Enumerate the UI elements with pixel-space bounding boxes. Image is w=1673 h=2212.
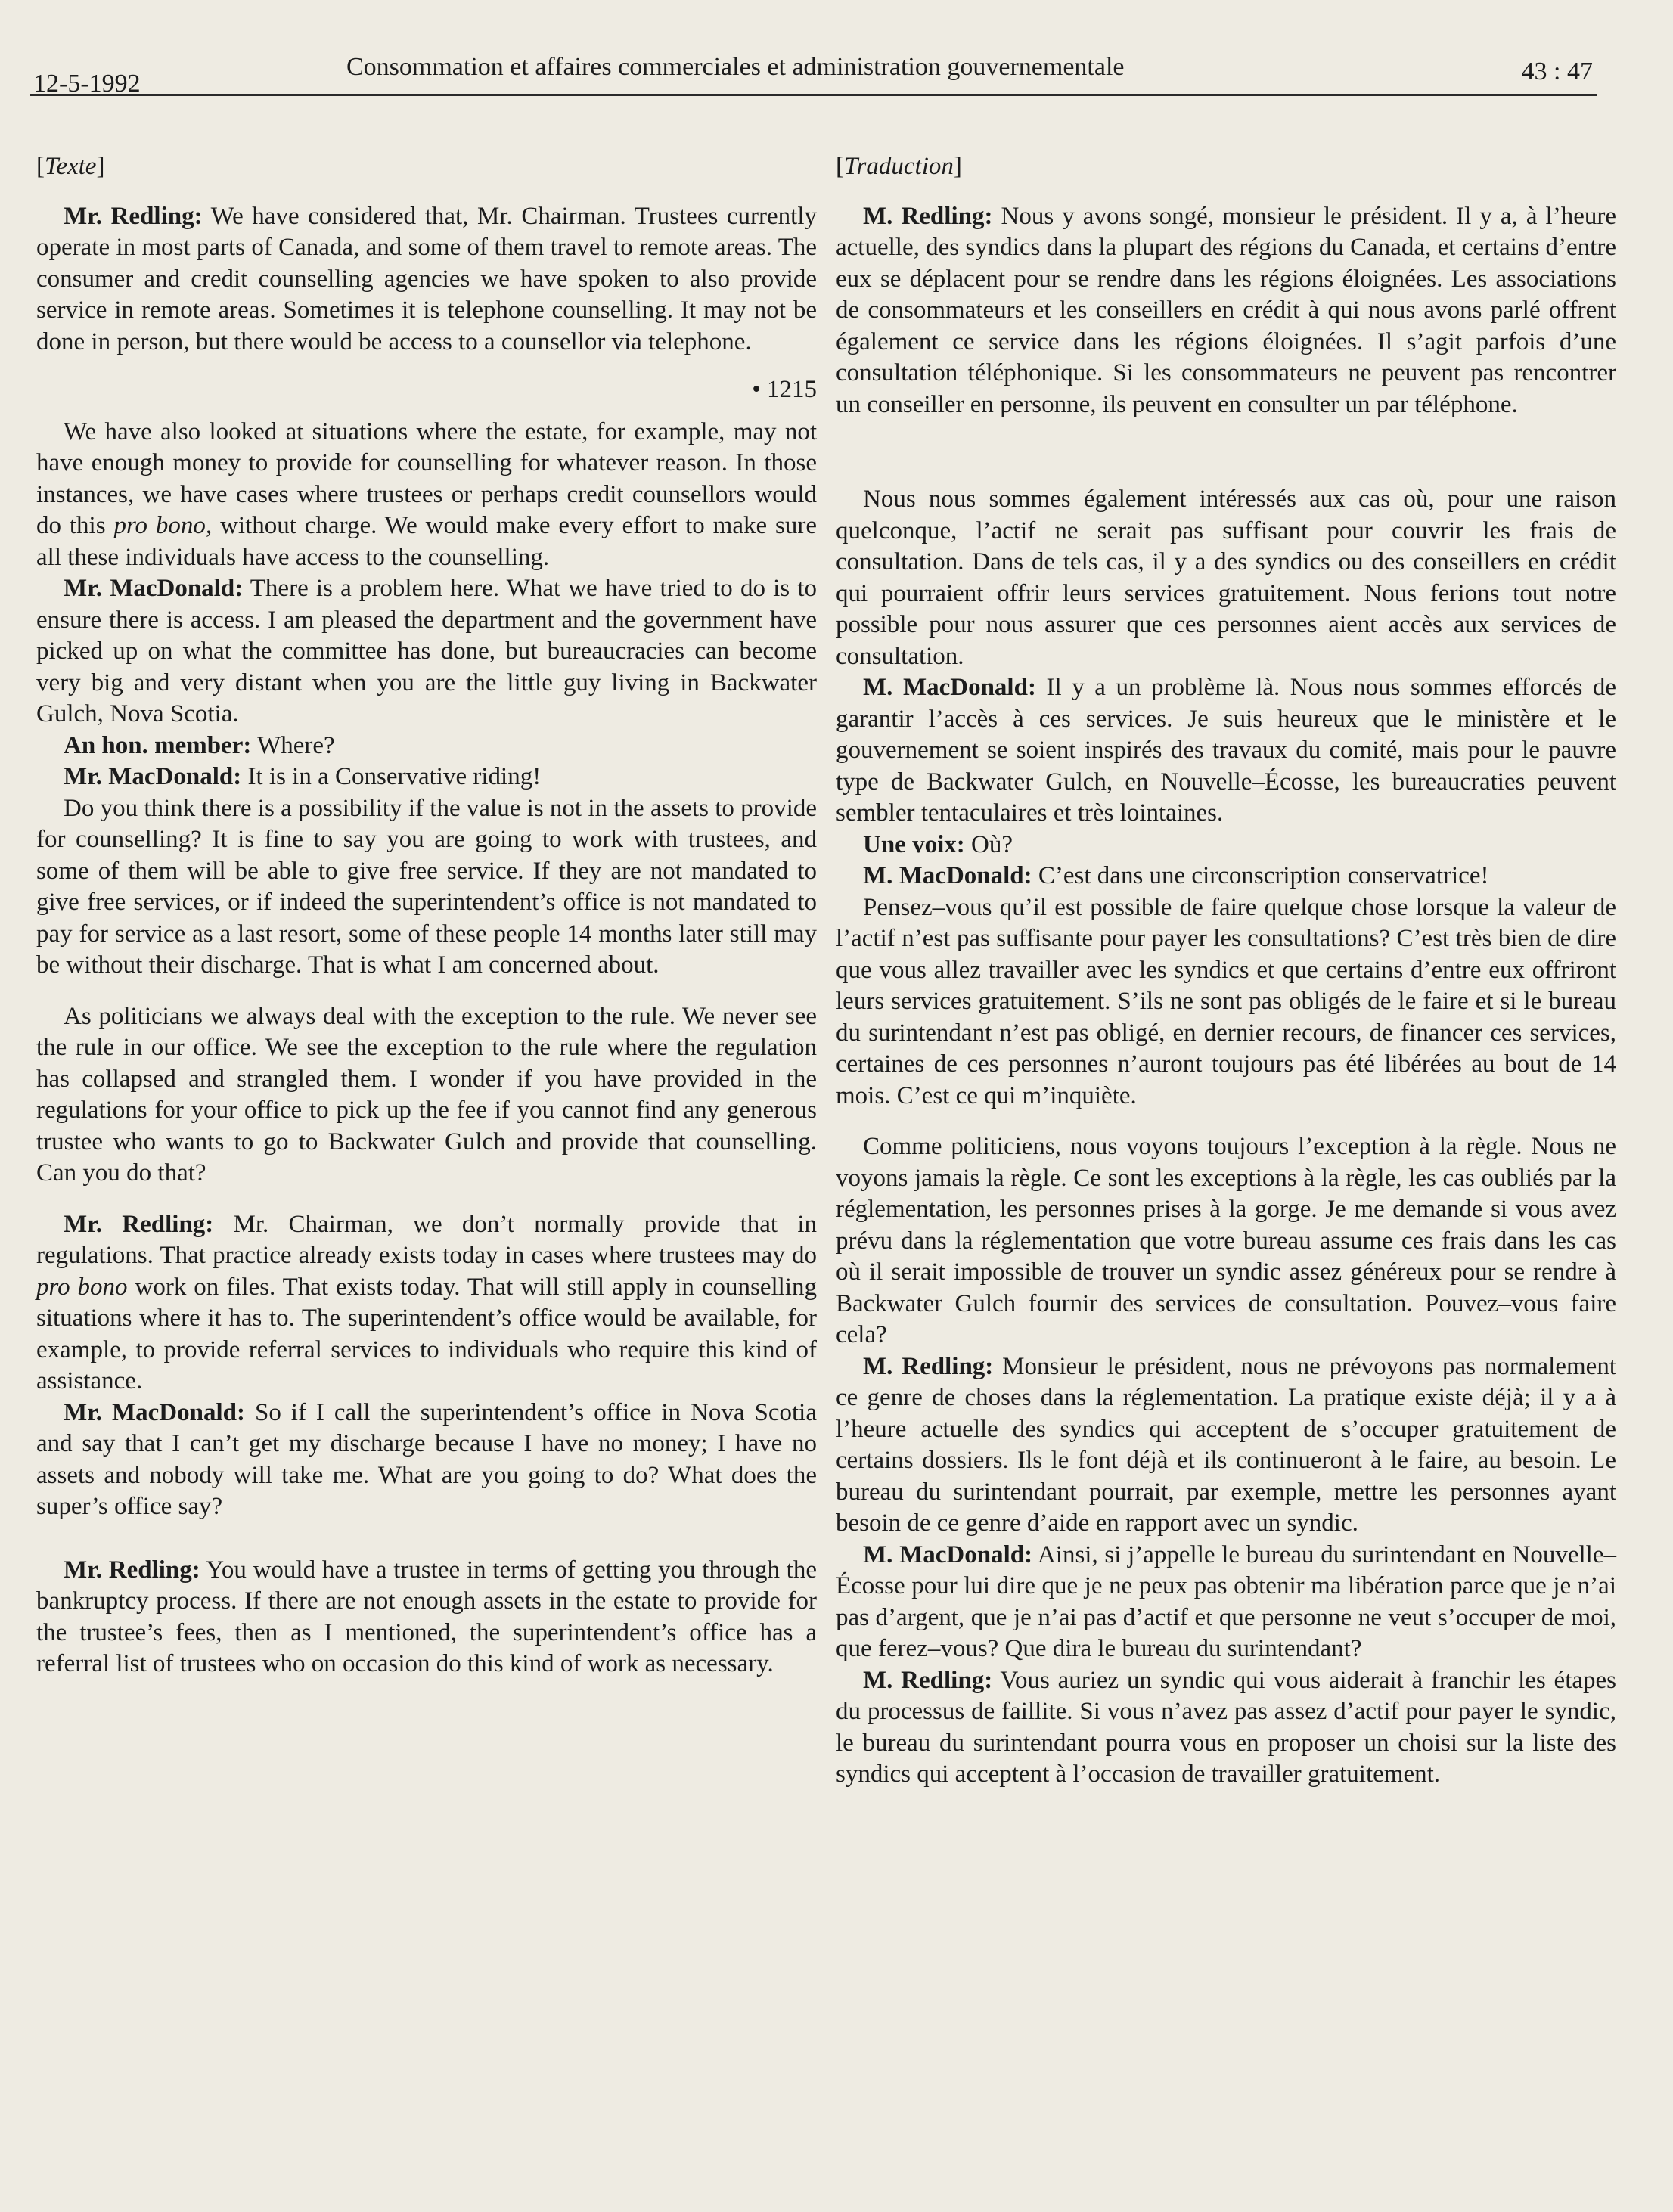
paragraph-macdonald-3: Do you think there is a possibility if the value is not in the assets to provide for counselling? It is fine to say you are going to work with trustees, and some of them will be able to give free service. If they are not mandated to give free services, or if indeed the superintendent’s office is not mandated to pay for service as a last resort, some of these people 14 months later still may be without their discharge. That is what I am concerned about.: [36, 794, 817, 979]
speaker-name: M. MacDonald:: [863, 1540, 1033, 1568]
speaker-name: Mr. MacDonald:: [64, 763, 242, 790]
paragraph-macdonald-3-fr: Pensez–vous qu’il est possible de faire quelque chose lorsque la valeur de l’actif n’est pas suffisante pour payer les consultations? C’est très bien de dire que vous allez travailler avec les syndics et que certains d’entre eux offriront leurs services gratuitement. S’ils ne sont pas obligés de le faire et si le bureau du surintendant n’est pas obligé, en dernier recours, de financer ces services, certaines de ces personnes n’auront toujours pas été libérées au bout de 14 mois. C’est ce qui m’inquiète.: [836, 893, 1616, 1109]
paragraph-redling-1: Mr. Redling: We have considered that, Mr. Chairman. Trustees currently operate in most parts of Canada, and some of them travel to remote areas. The consumer and credit counselling agencies we have spoken to also provide service in remote areas. Sometimes it is telephone counselling. It may not be done in person, but there would be access to a counsellor via telephone.: [36, 202, 818, 355]
paragraph-macdonald-5-fr: M. MacDonald: Ainsi, si j’appelle le bureau du surintendant en Nouvelle–Écosse pour lui dire que je ne peux pas obtenir ma libération parce que je n’ai pas d’argent, que je n’ai pas d’actif et que personne ne veut s’occuper de moi, que ferez–vous? Que dira le bureau du surintendant?: [836, 1540, 1616, 1662]
language-label-english: [Texte]: [36, 153, 105, 180]
speaker-name: M. MacDonald:: [863, 674, 1036, 701]
speaker-name: Mr. MacDonald:: [64, 1398, 245, 1426]
speaker-name: Mr. Redling:: [64, 1556, 200, 1584]
speaker-name: Une voix:: [863, 830, 965, 858]
french-column: [836, 151, 1616, 2182]
paragraph-macdonald-4-fr: Comme politiciens, nous voyons toujours l’exception à la règle. Nous ne voyons jamais la règle. Ce sont les exceptions à la règle, les cas oubliés par la réglementation, les personnes prises à la gorge. Je me demande si vous avez prévu dans la réglementation que votre bureau assume ces frais dans les cas où il serait impossible de trouver un syndic assez généreux pour se rendre à Backwater Gulch fournir des services de consultation. Pouvez–vous faire cela?: [836, 1133, 1616, 1348]
paragraph-macdonald-2-fr: M. MacDonald: C’est dans une circonscription conservatrice!: [863, 862, 1489, 889]
speaker-name: Mr. Redling:: [64, 1210, 214, 1238]
paragraph-une-voix: Une voix: Où?: [863, 830, 1013, 858]
paragraph-macdonald-1: Mr. MacDonald: There is a problem here. What we have tried to do is to ensure there is access. I am pleased the department and the government have picked up on what the committee has done, but bureaucracies can become very big and very distant when you are the little guy living in Backwater Gulch, Nova Scotia.: [36, 575, 817, 728]
english-column: [36, 151, 817, 2182]
speaker-name: M. Redling:: [863, 1352, 994, 1380]
speaker-name: An hon. member:: [64, 731, 252, 759]
paragraph-macdonald-5: Mr. MacDonald: So if I call the superintendent’s office in Nova Scotia and say that I can’t get my discharge because I have no money; I have no assets and nobody will take me. What are you going to do? What does the super’s office say?: [36, 1398, 817, 1520]
paragraph-macdonald-4: As politicians we always deal with the exception to the rule. We never see the rule in our office. We see the exception to the rule where the regulation has collapsed and strangled them. I wonder if you have provided in the regulations for your office to pick up the fee if you cannot find any generous trustee who wants to go to Backwater Gulch and provide that counselling. Can you do that?: [36, 1002, 817, 1187]
paragraph-macdonald-1-fr: M. MacDonald: Il y a un problème là. Nous nous sommes efforcés de garantir l’accès à ces services. Je suis heureux que le ministère et le gouvernement se soient inspirés des travaux du comité, mais pour le pauvre type de Backwater Gulch, en Nouvelle–Écosse, les bureaucraties peuvent sembler tentaculaires et très lointaines.: [836, 674, 1617, 827]
paragraph-redling-3: Mr. Redling: Mr. Chairman, we don’t normally provide that in regulations. That practice already exists today in cases where trustees may do pro bono work on files. That exists today. That will still apply in counselling situations where it has to. The superintendent’s office would be available, for example, to provide referral services to individuals who require this kind of assistance.: [36, 1210, 818, 1395]
time-stamp: • 1215: [752, 376, 817, 403]
speaker-name: M. Redling:: [863, 1666, 993, 1694]
page-header: [30, 51, 1597, 96]
paragraph-redling-2-fr: Nous nous sommes également intéressés aux cas où, pour une raison quelconque, l’actif ne serait pas suffisant pour couvrir les frais de consultation. Dans de tels cas, il y a des syndics ou des conseillers en crédit qui pourraient offrir leurs services gratuitement. Nous ferions tout notre possible pour nous assurer que ces personnes aient accès aux services de consultation.: [836, 486, 1616, 670]
paragraph-macdonald-2: Mr. MacDonald: It is in a Conservative riding!: [64, 763, 542, 790]
paragraph-redling-4-fr: M. Redling: Vous auriez un syndic qui vous aiderait à franchir les étapes du processus de faillite. Si vous n’avez pas assez d’actif pour payer le syndic, le bureau du surintendant pourra vous en proposer un choisi sur la liste des syndics qui acceptent à l’occasion de travailler gratuitement.: [836, 1666, 1616, 1788]
paragraph-redling-3-fr: M. Redling: Monsieur le président, nous ne prévoyons pas normalement ce genre de choses dans la réglementation. La pratique existe déjà; il y a à l’heure actuelle des syndics qui acceptent de s’occuper gratuitement de certains dossiers. Ils le font déjà et ils continueront à le faire, au besoin. Le bureau du surintendant pourrait, par exemple, mettre les personnes ayant besoin de ce genre d’aide en rapport avec un syndic.: [836, 1352, 1616, 1537]
speaker-name: M. Redling:: [863, 202, 993, 230]
paragraph-redling-2: We have also looked at situations where the estate, for example, may not have enough money to provide for counselling for whatever reason. In those instances, we have cases where trustees or perhaps credit counsellors would do this pro bono, without charge. We would make every effort to make sure all these individuals have access to the counselling.: [36, 417, 817, 571]
language-label-french: [Traduction]: [836, 153, 962, 180]
paragraph-hon-member: An hon. member: Where?: [64, 731, 335, 759]
speaker-name: M. MacDonald:: [863, 862, 1032, 889]
header-page-number: 43 : 47: [1521, 57, 1593, 85]
speaker-name: Mr. Redling:: [64, 202, 203, 230]
paragraph-redling-4: Mr. Redling: You would have a trustee in terms of getting you through the bankruptcy process. If there are not enough assets in the estate to provide for the trustee’s fees, then as I mentioned, the superintendent’s office has a referral list of trustees who on occasion do this kind of work as necessary.: [36, 1556, 818, 1677]
header-title: Consommation et affaires commerciales et administration gouvernementale: [346, 53, 1125, 81]
paragraph-redling-1-fr: M. Redling: Nous y avons songé, monsieur le président. Il y a, à l’heure actuelle, des syndics dans la plupart des régions du Canada, et certains d’entre eux se déplacent pour se rendre dans les régions éloignées. Les associations de consommateurs et les conseillers en crédit à qui nous avons parlé offrent également ce service dans les régions éloignées. Il s’agit parfois d’une consultation téléphonique. Si les consommateurs ne peuvent pas rencontrer un conseiller en personne, ils peuvent en consulter un par téléphone.: [836, 202, 1616, 418]
speaker-name: Mr. MacDonald:: [64, 575, 244, 602]
header-date: 12-5-1992: [33, 70, 141, 98]
